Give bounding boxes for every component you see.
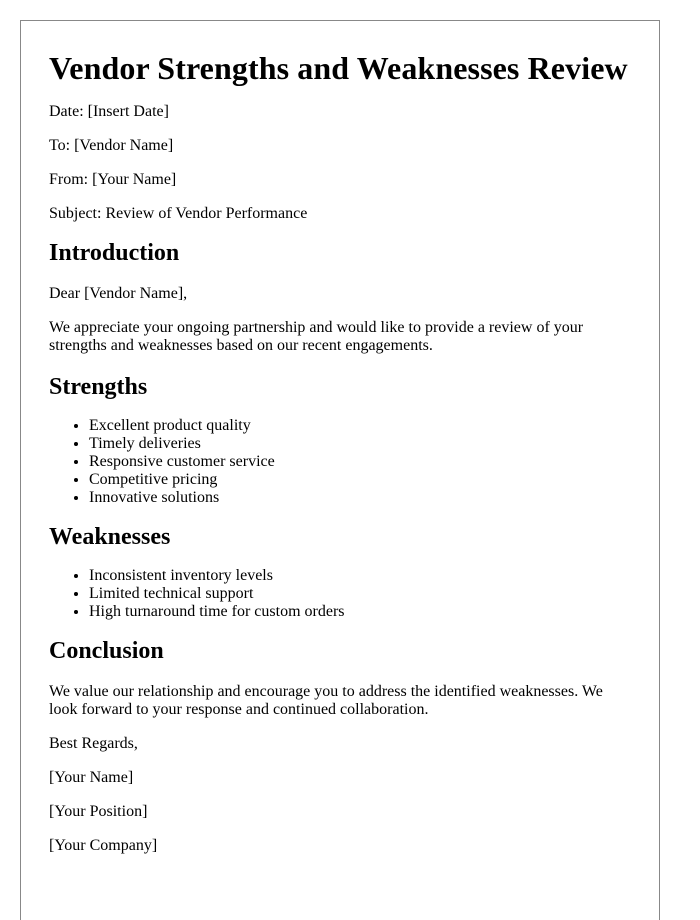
- signature-position: [Your Position]: [49, 803, 148, 820]
- introduction-paragraph: We appreciate your ongoing partnership and would like to provide a review of your strengths and weaknesses based on our recent engagements.: [49, 319, 584, 354]
- from-line: From: [Your Name]: [49, 171, 177, 188]
- list-item: • Inconsistent inventory levels: [89, 567, 631, 585]
- date-line: Date: [Insert Date]: [49, 103, 169, 120]
- list-item: • Timely deliveries: [89, 435, 631, 453]
- letter-page: [20, 20, 660, 920]
- conclusion-heading: Conclusion: [49, 638, 164, 664]
- strengths-heading: Strengths: [49, 374, 148, 400]
- list-item: • Innovative solutions: [89, 489, 631, 507]
- weaknesses-list: [49, 567, 631, 621]
- list-item: • Competitive pricing: [89, 471, 631, 489]
- weaknesses-heading: Weaknesses: [49, 524, 171, 550]
- to-line: To: [Vendor Name]: [49, 137, 174, 154]
- closing: Best Regards,: [49, 735, 138, 752]
- list-item: • Responsive customer service: [89, 453, 631, 471]
- signature-name: [Your Name]: [49, 769, 134, 786]
- conclusion-paragraph: We value our relationship and encourage you to address the identified weaknesses. We look forward to your response and continued collaboration.: [49, 683, 603, 718]
- list-item: • High turnaround time for custom orders: [89, 603, 631, 621]
- salutation: Dear [Vendor Name],: [49, 285, 188, 302]
- subject-line: Subject: Review of Vendor Performance: [49, 205, 308, 222]
- strengths-list: [49, 417, 631, 507]
- list-item: • Excellent product quality: [89, 417, 631, 435]
- list-item: • Limited technical support: [89, 585, 631, 603]
- signature-company: [Your Company]: [49, 837, 158, 854]
- page-title: Vendor Strengths and Weaknesses Review: [49, 50, 628, 86]
- introduction-heading: Introduction: [49, 240, 180, 266]
